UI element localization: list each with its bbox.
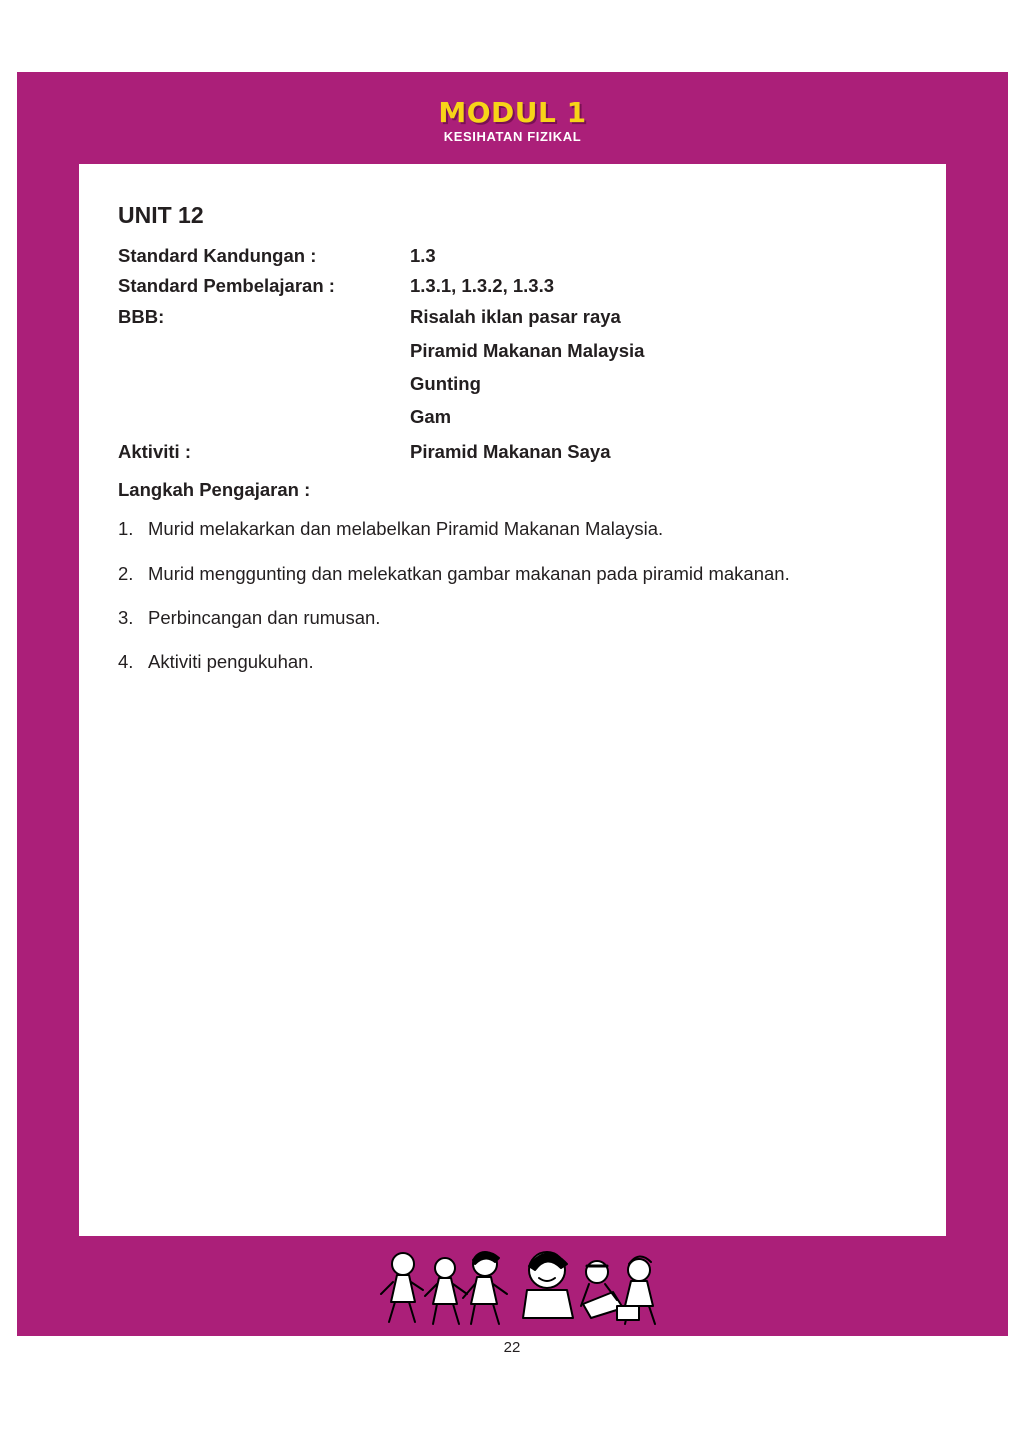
content-panel (79, 164, 946, 1236)
module-title: MODUL 1 (438, 96, 587, 129)
step-number: 2. (118, 563, 134, 584)
step-number: 1. (118, 518, 134, 539)
field-label-aktiviti: Aktiviti : (118, 441, 191, 462)
bbb-item: Gam (410, 406, 452, 427)
step-item (118, 651, 314, 673)
field-value-standard-pembelajaran: 1.3.1, 1.3.2, 1.3.3 (410, 275, 554, 296)
step-number: 4. (118, 651, 134, 672)
step-item (118, 518, 663, 540)
step-text: Murid melakarkan dan melabelkan Piramid Makanan Malaysia. (148, 518, 664, 539)
field-value-bbb: Risalah iklan pasar raya (410, 306, 621, 327)
field-value-standard-kandungan: 1.3 (410, 245, 436, 266)
field-value-aktiviti: Piramid Makanan Saya (410, 441, 611, 462)
step-text: Murid menggunting dan melekatkan gambar makanan pada piramid makanan. (148, 563, 790, 584)
page-number: 22 (503, 1339, 521, 1356)
unit-title: UNIT 12 (118, 202, 204, 228)
field-label-standard-pembelajaran: Standard Pembelajaran : (118, 275, 335, 296)
step-item (118, 607, 380, 629)
steps-heading: Langkah Pengajaran : (118, 479, 311, 500)
module-subtitle: KESIHATAN FIZIKAL (443, 129, 582, 144)
field-label-standard-kandungan: Standard Kandungan : (118, 245, 317, 266)
step-item (118, 563, 790, 585)
field-label-bbb: BBB: (118, 306, 165, 327)
step-text: Aktiviti pengukuhan. (148, 651, 314, 672)
step-number: 3. (118, 607, 134, 628)
children-cartoon-illustration (377, 1244, 667, 1330)
bbb-item: Piramid Makanan Malaysia (410, 340, 645, 361)
step-text: Perbincangan dan rumusan. (148, 607, 381, 628)
bbb-item: Gunting (410, 373, 481, 394)
module-frame (17, 72, 1008, 1336)
